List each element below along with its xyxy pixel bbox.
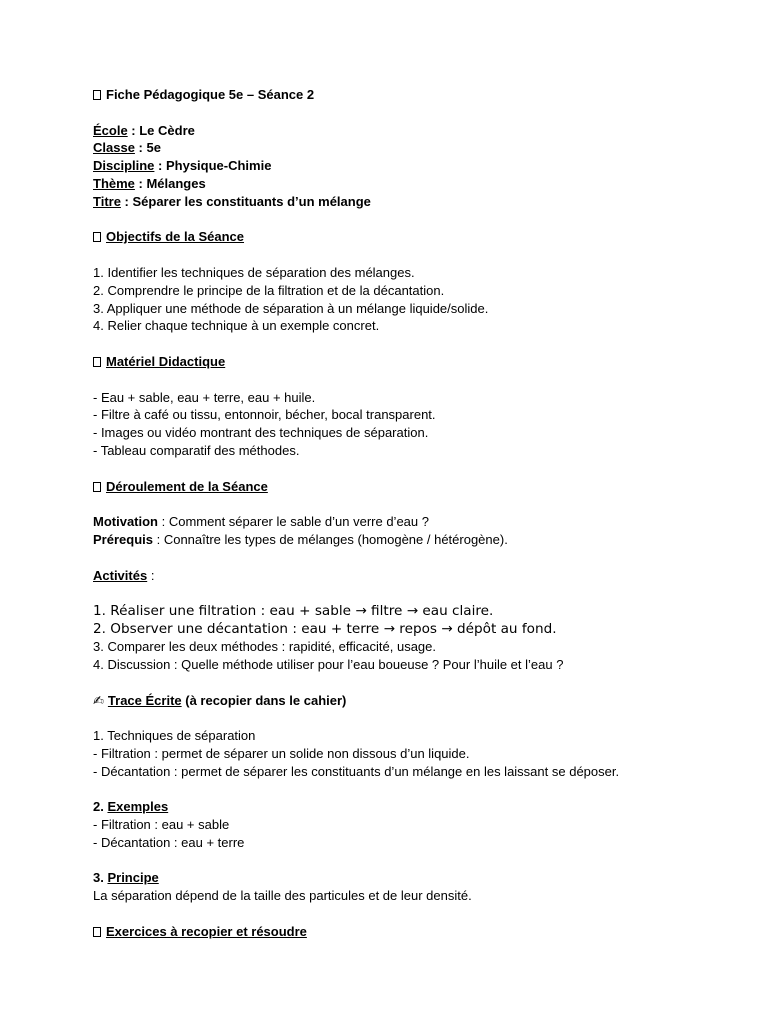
info-ecole [93,122,733,140]
list-item: - Décantation : permet de séparer les constituants d’un mélange en les laissant se déposer. [93,763,620,779]
info-discipline [93,157,733,175]
trace-section-title: 1. Techniques de séparation [93,728,256,744]
info-classe [93,139,733,157]
trace-section-title: 3. Principe [93,870,159,886]
list-item: - Décantation : eau + terre [93,834,245,850]
info-titre [93,193,733,211]
missing-glyph-icon [93,357,101,367]
prerequis-line: Prérequis : Connaître les types de mélanges (homogène / hétérogène). [93,531,508,547]
info-value: : Séparer les constituants d’un mélange [120,193,371,209]
list-item: 3. Comparer les deux méthodes : rapidité, efficacité, usage. [93,639,437,655]
list-item: 4. Relier chaque technique à un exemple concret. [93,318,380,334]
missing-glyph-icon [93,232,101,242]
section-heading-trace: ✍ Trace Écrite (à recopier dans le cahier) [93,692,347,709]
missing-glyph-icon [93,927,101,937]
list-item: - Filtre à café ou tissu, entonnoir, bécher, bocal transparent. [93,407,436,423]
info-label: Discipline [93,158,155,174]
list-item: 2. Observer une décantation : eau + terre → repos → dépôt au fond. [93,621,557,638]
list-item: - Filtration : permet de séparer un solide non dissous d’un liquide. [93,745,470,761]
list-item: 3. Appliquer une méthode de séparation à un mélange liquide/solide. [93,300,489,316]
list-item: - Images ou vidéo montrant des techniques de séparation. [93,425,429,441]
list-item: 2. Comprendre le principe de la filtration et de la décantation. [93,282,445,298]
motivation-line: Motivation : Comment séparer le sable d’un verre d’eau ? [93,514,429,530]
info-label: Classe [93,140,135,156]
missing-glyph-icon [93,482,101,492]
info-value: : Physique-Chimie [154,158,272,174]
info-value: : Le Cèdre [127,122,195,138]
section-heading-exercices: Exercices à recopier et résoudre [93,923,733,941]
missing-glyph-icon [93,90,101,100]
info-label: Titre [93,193,121,209]
paragraph: La séparation dépend de la taille des particules et de leur densité. [93,888,472,904]
list-item: 1. Identifier les techniques de séparation des mélanges. [93,264,415,280]
list-item: - Tableau comparatif des méthodes. [93,442,300,458]
trace-section-title: 2. Exemples [93,799,169,815]
list-item: 1. Réaliser une filtration : eau + sable → filtre → eau claire. [93,603,494,620]
info-label: Thème [93,175,135,191]
activites-heading: Activités : [93,567,155,583]
section-heading-objectifs: Objectifs de la Séance [93,228,733,246]
list-item: - Eau + sable, eau + terre, eau + huile. [93,389,316,405]
info-value: : Mélanges [134,175,206,191]
section-heading-deroulement: Déroulement de la Séance [93,478,733,496]
info-label: École [93,122,128,138]
list-item: 4. Discussion : Quelle méthode utiliser pour l’eau boueuse ? Pour l’huile et l’eau ? [93,656,564,672]
info-theme [93,175,733,193]
document-title: Fiche Pédagogique 5e – Séance 2 [93,86,733,104]
list-item: - Filtration : eau + sable [93,817,230,833]
writing-hand-icon: ✍ [93,693,104,709]
section-heading-materiel: Matériel Didactique [93,353,733,371]
info-value: : 5e [134,140,161,156]
document-page [93,86,733,941]
